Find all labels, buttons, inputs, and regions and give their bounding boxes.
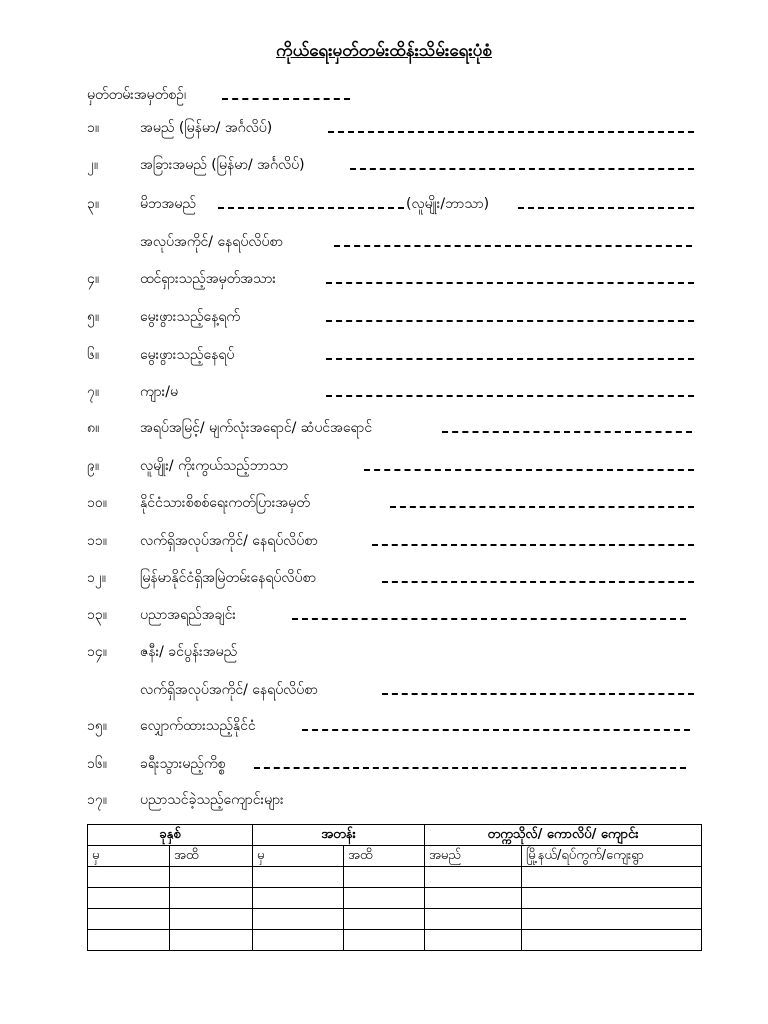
field-row-2	[0, 155, 768, 179]
table-cell[interactable]	[253, 909, 344, 930]
field-number: ၇။	[87, 384, 100, 400]
record-number-line	[87, 85, 186, 106]
field-blank[interactable]	[364, 469, 694, 471]
table-cell[interactable]	[170, 867, 253, 888]
field-row-1	[0, 118, 768, 142]
group-header-year: ခုနှစ်	[88, 825, 253, 846]
table-cell[interactable]	[344, 888, 425, 909]
field-label: ပညာသင်ခဲ့သည့်ကျောင်းများ	[140, 792, 284, 808]
field-number: ၅။	[87, 309, 100, 325]
table-cell[interactable]	[88, 867, 170, 888]
table-cell[interactable]	[170, 930, 253, 951]
subheader-school-name: အမည်	[425, 846, 522, 867]
field-label: မိဘအမည်	[140, 196, 196, 212]
field-row-6	[0, 345, 768, 369]
field-row-10	[0, 493, 768, 517]
table-group-header	[88, 825, 702, 846]
table-row	[88, 888, 702, 909]
field-row-5	[0, 307, 768, 331]
field-label: အရပ်အမြင့်/ မျက်လုံးအရောင်/ ဆံပင်အရောင်	[140, 420, 373, 436]
table-cell[interactable]	[170, 888, 253, 909]
table-row	[88, 930, 702, 951]
table-cell[interactable]	[522, 888, 702, 909]
table-cell[interactable]	[253, 888, 344, 909]
field-label: ခရီးသွားမည့်ကိစ္စ	[140, 756, 226, 772]
field-row-14	[0, 642, 768, 666]
field-label: ဇနီး/ ခင်ပွန်းအမည်	[140, 644, 238, 660]
field-number: ၁၄။	[87, 644, 107, 660]
table-cell[interactable]	[253, 867, 344, 888]
field-blank[interactable]	[292, 618, 686, 620]
table-cell[interactable]	[170, 909, 253, 930]
table-cell[interactable]	[425, 930, 522, 951]
subheader-year-to: အထိ	[170, 846, 253, 867]
field-row-3b	[0, 232, 768, 256]
field-row-8	[0, 418, 768, 442]
table-cell[interactable]	[253, 930, 344, 951]
field-blank[interactable]	[254, 767, 686, 769]
record-number-label: မှတ်တမ်းအမှတ်စဉ်၊	[87, 87, 187, 103]
field-label: ထင်ရှားသည့်အမှတ်အသား	[140, 271, 276, 287]
field-label: လူမျိုး/ ကိုးကွယ်သည့်ဘာသာ	[140, 458, 289, 474]
group-header-grade: အတန်း	[253, 825, 425, 846]
field-blank[interactable]	[326, 320, 694, 322]
field-number: ၄။	[87, 271, 100, 287]
field-blank[interactable]	[334, 245, 692, 247]
record-number-blank[interactable]	[222, 98, 350, 100]
table-cell[interactable]	[88, 909, 170, 930]
subheader-year-from: မှ	[88, 846, 170, 867]
education-table	[87, 824, 702, 951]
table-cell[interactable]	[344, 930, 425, 951]
field-row-16	[0, 754, 768, 778]
group-header-school: တက္ကသိုလ်/ ကောလိပ်/ ကျောင်း	[425, 825, 702, 846]
field-number: ၁၆။	[87, 756, 107, 772]
table-cell[interactable]	[425, 909, 522, 930]
field-number: ၆။	[87, 347, 100, 363]
form-title: ကိုယ်ရေးမှတ်တမ်းထိန်းသိမ်းရေးပုံစံ	[276, 41, 492, 61]
field-label: အမည် (မြန်မာ/ အင်္ဂလိပ်)	[140, 120, 273, 136]
field-blank[interactable]	[326, 358, 694, 360]
field-row-13	[0, 605, 768, 629]
field-row-14b	[0, 680, 768, 704]
field-row-17	[0, 790, 768, 814]
field-blank[interactable]	[326, 282, 694, 284]
table-cell[interactable]	[425, 867, 522, 888]
field-number: ၃။	[87, 196, 100, 212]
field-label: မွေးဖွားသည့်နေ့ရက်	[140, 309, 241, 325]
table-row	[88, 909, 702, 930]
field-row-3	[0, 194, 768, 218]
field-row-9	[0, 456, 768, 480]
field-blank[interactable]	[328, 131, 694, 133]
field-label: လက်ရှိအလုပ်အကိုင်/ နေရပ်လိပ်စာ	[140, 682, 318, 698]
field-label: မြန်မာနိုင်ငံရှိအမြဲတမ်းနေရပ်လိပ်စာ	[140, 570, 317, 586]
subheader-grade-from: မှ	[253, 846, 344, 867]
field-blank[interactable]	[518, 207, 694, 209]
field-number: ၁၀။	[87, 495, 107, 511]
field-label: မွေးဖွားသည့်နေရပ်	[140, 347, 235, 363]
field-label: အခြားအမည် (မြန်မာ/ အင်္ဂလိပ်)	[140, 157, 305, 173]
field-number: ၁၂။	[87, 570, 106, 586]
field-blank[interactable]	[350, 168, 694, 170]
field-number: ၂။	[87, 157, 99, 173]
field-number: ၁၇။	[87, 792, 107, 808]
field-blank[interactable]	[390, 506, 694, 508]
field-label: နိုင်ငံသားစိစစ်ရေးကတ်ပြားအမှတ်	[140, 495, 310, 511]
field-blank[interactable]	[382, 581, 694, 583]
field-label: ကျား/မ	[140, 384, 178, 400]
table-cell[interactable]	[522, 909, 702, 930]
field-number: ၈။	[87, 420, 100, 436]
field-label: လက်ရှိအလုပ်အကိုင်/ နေရပ်လိပ်စာ	[140, 533, 318, 549]
field-label: ပညာအရည်အချင်း	[140, 607, 236, 623]
field-blank[interactable]	[372, 544, 694, 546]
field-number: ၁၁။	[87, 533, 107, 549]
field-label: လျှောက်ထားသည့်နိုင်ငံ	[140, 718, 256, 734]
table-cell[interactable]	[425, 888, 522, 909]
table-cell[interactable]	[88, 888, 170, 909]
field-number: ၁၃။	[87, 607, 107, 623]
field-label: အလုပ်အကိုင်/ နေရပ်လိပ်စာ	[140, 234, 284, 250]
subheader-school-location: မြို့နယ်/ရပ်ကွက်/ကျေးရွာ	[522, 846, 702, 867]
table-cell[interactable]	[88, 930, 170, 951]
table-row	[88, 867, 702, 888]
field-blank[interactable]	[382, 693, 694, 695]
field-number: ၁၅။	[87, 718, 107, 734]
table-cell[interactable]	[522, 930, 702, 951]
field-middle-label: (လူမျိုး/ဘာသာ)	[406, 196, 490, 212]
field-number: ၉။	[87, 458, 100, 474]
field-row-15	[0, 716, 768, 740]
field-blank[interactable]	[302, 729, 690, 731]
field-row-11	[0, 531, 768, 555]
field-blank[interactable]	[326, 395, 694, 397]
field-blank[interactable]	[218, 207, 404, 209]
field-row-12	[0, 568, 768, 592]
field-blank[interactable]	[442, 431, 692, 433]
subheader-grade-to: အထိ	[344, 846, 425, 867]
table-subheader	[88, 846, 702, 867]
field-row-7	[0, 382, 768, 406]
table-cell[interactable]	[522, 867, 702, 888]
field-row-4	[0, 269, 768, 293]
field-number: ၁။	[87, 120, 100, 136]
table-cell[interactable]	[344, 867, 425, 888]
table-cell[interactable]	[344, 909, 425, 930]
